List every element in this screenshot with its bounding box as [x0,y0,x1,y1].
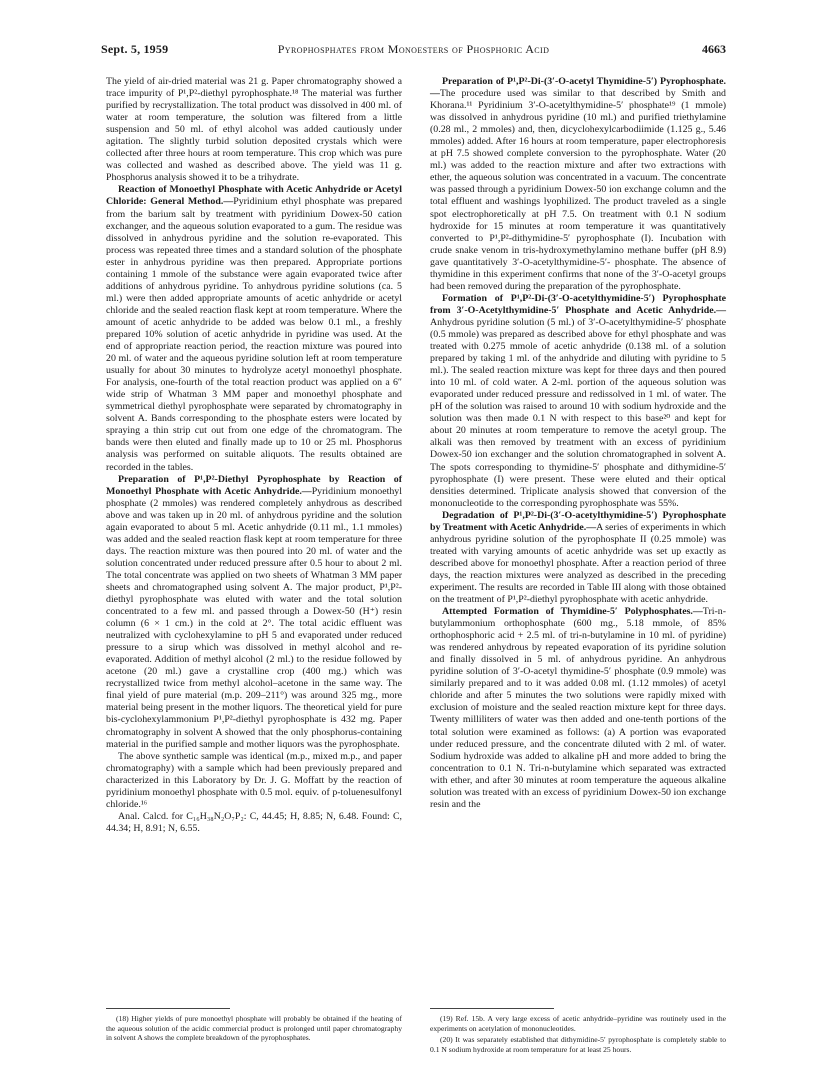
paragraph-formation-from-anhydride: Formation of P¹,P²-Di-(3′-O-acetylthymidine-5′) Pyrophosphate from 3′-O-Acetylthymidine-5′ Phosphate and Acetic Anhydride.—Anhydrous pyridine solution (5 ml.) of 3′-O-acetylthymidine-5′ phosphate (0.5 mmole) was prepared as described above for ethyl phosphate and was treated with 0.275 mmole of acetic anhydride (0.138 ml. of a solution prepared by taking 1 ml. of the anhydride and diluting with pyridine to 5 ml.). The sealed reaction mixture was kept for three days and then poured into 10 ml. of cold water. A 2-ml. portion of the aqueous solution was evaporated under reduced pressure and redissolved in 1 ml. of water. The pH of the solution was raised to around 10 with sodium hydroxide and the solution was then made 0.1 N with respect to this base²⁰ and kept for about 20 minutes at room temperature to remove the acetyl group. The alkali was then removed by treatment with an excess of pyridinium Dowex-50 ion exchanger and the solution chromatographed in solvent A. The spots corresponding to thymidine-5′ phosphate and dithymidine-5′ pyrophosphate (I) were present. These were eluted and their optical densities determined. Triplicate analysis showed that conversion of the mononucleotide to the corresponding pyrophosphate was 55%. [430,292,726,509]
paragraph-general-method: Reaction of Monoethyl Phosphate with Acetic Anhydride or Acetyl Chloride: General Method.—Pyridinium ethyl phosphate was prepared from the barium salt by treatment with pyridinium Dowex-50 cation exchanger, and the aqueous solution evaporated to a gum. The residue was dissolved in anhydrous pyridine and the solution re-evaporated. This process was repeated three times and a standard solution of the phosphate ester in anhydrous pyridine was then prepared. Appropriate portions containing 1 mmole of the substance were again evaporated twice after additions of anhydrous pyridine. To anhydrous pyridine solutions (ca. 5 ml.) were then added appropriate amounts of acetic anhydride or acetyl chloride and the sealed reaction flask kept at room temperature. Where the amount of acetic anhydride to be added was below 0.1 ml., a freshly prepared 10% solution of acetic anhydride in pyridine was used. At the end of appropriate reaction period, the reaction mixture was poured into 20 ml. of water and the aqueous pyridine solution left at room temperature usually for about 30 minutes to hydrolyze acetyl monoethyl phosphate. For analysis, one-fourth of the total reaction product was applied on a 6″ wide strip of Whatman 3 MM paper and monoethyl phosphate and symmetrical diethyl pyrophosphate were separated by chromatography in solvent A. Bands corresponding to the phosphate esters were located by spraying a thin strip cut out from one edge of the chromatogram. The bands were then eluted and finally made up to 10 or 25 ml. Phosphorus analysis was performed on suitable aliquots. The results obtained are recorded in the tables. [106,184,403,473]
running-head [101,42,726,60]
footnotes-left [106,1004,402,1045]
paragraph-recrystallization: The yield of air-dried material was 21 g. Paper chromatography showed a trace impurity of P¹,P²-diethyl pyrophosphate.¹⁸ The material was further purified by recrystallization. The total product was dissolved in 400 ml. of water at room temperature, the solution was filtered from a little suspension and 50 ml. of ethyl alcohol was added cautiously under agitation. The slightly turbid solution deposited crystals which were collected after three hours at room temperature. This crop which was pure was collected and washed as described above. The yield was 11 g. Phosphorus analysis showed it to be a trihydrate. [106,76,402,184]
paragraph-acetyl-thymidine-pyrophosphate: Preparation of P¹,P²-Di-(3′-O-acetyl Thymidine-5′) Pyrophosphate.—The procedure used was similar to that described by Smith and Khorana.¹¹ Pyridinium 3′-O-acetylthymidine-5′ phosphate¹⁹ (1 mmole) was dissolved in anhydrous pyridine (10 ml.) and purified triethylamine (0.28 ml., 2 mmoles) and, then, dicyclohexylcarbodiimide (1.125 g., 5.46 mmoles) added. After 16 hours at room temperature, paper electrophoresis at pH 7.5 showed complete conversion to the pyrophosphate. Water (20 ml.) was added to the reaction mixture and after two extractions with ether, the aqueous solution was concentrated in a vacuum. The concentrate was passed through a pyridinium Dowex-50 ion exchange column and the total effluent and washings lyophilized. The product traveled as a single spot electrophoretically at pH 7.5. On treatment with 0.1 N sodium hydroxide for 15 minutes at room temperature it was quantitatively converted to P¹,P²-dithymidine-5′ pyrophosphate (I). Incubation with crude snake venom in tris-hydroxymethylamino methane buffer (pH 8.9) gave quantitatively 3′-O-acetylthymidine-5′- phosphate. The absence of thymidine in this experiment confirms that none of the 3′-O-acetyl groups had been removed during the preparation of the pyrophosphate. [430,76,726,292]
left-column [106,76,402,835]
footnotes-right [430,1004,726,1057]
issue-date: Sept. 5, 1959 [101,42,169,56]
page-number: 4663 [702,42,726,56]
paragraph-sample-identity: The above synthetic sample was identical (m.p., mixed m.p., and paper chromatography) with a sample which had been previously prepared and characterized in this Laboratory by Dr. J. G. Moffatt by the reaction of pyridinium monoethyl phosphate with 0.5 mol. equiv. of p-toluenesulfonyl chloride.¹⁶ [106,750,402,810]
paragraph-polyphosphates: Attempted Formation of Thymidine-5′ Polyphosphates.—Tri-n-butylammonium orthophosphate (600 mg., 5.18 mmole, of 85% orthophosphoric acid + 2.5 ml. of tri-n-butylamine in 10 ml. of pyridine) was rendered anhydrous by repeated evaporation of its pyridine solution and finally dissolved in 5 ml. of anhydrous pyridine. An anhydrous pyridine solution of 3′-O-acetyl thymidine-5′ phosphate (0.9 mmole) was similarly prepared and to it was added 0.08 ml. (1.12 mmoles) of acetyl chloride and after 5 minutes the two solutions were rapidly mixed with exclusion of moisture and the sealed reaction mixture kept for three days. Twenty milliliters of water was then added and one-tenth portions of the total solution were examined as follows: (a) A portion was evaporated under reduced pressure, and the concentrate diluted with 2 ml. of water. Sodium hydroxide was added to alkaline pH and more added to bring the concentration to 0.1 N. Tri-n-butylamine which separated was extracted with ether, and after 30 minutes at room temperature the aqueous alkaline solution was treated with an excess of pyridinium Dowex-50 ion exchange resin and the [430,606,726,810]
footnote-19: (19) Ref. 15b. A very large excess of acetic anhydride–pyridine was routinely used in the experiments on acetylation of mononucleotides. [430,1014,726,1033]
footnote-20: (20) It was separately established that dithymidine-5′ pyrophosphate is completely stable to 0.1 N sodium hydroxide at room temperature for at least 25 hours. [430,1035,726,1055]
right-column [430,76,726,811]
paragraph-degradation: Degradation of P¹,P²-Di-(3′-O-acetylthymidine-5′) Pyrophosphate by Treatment with Acetic Anhydride.—A series of experiments in which anhydrous pyridine solution of the pyrophosphate II (0.25 mmole) was treated with varying amounts of acetic anhydride was set up exactly as described above for monoethyl phosphate. After a reaction period of three days, the reaction mixtures were analyzed as described in the preceding experiment. The results are recorded in Table III along with those obtained on the treatment of P¹,P²-diethyl pyrophosphate with acetic anhydride. [430,509,726,606]
footnote-18: (18) Higher yields of pure monoethyl phosphate will probably be obtained if the heating of the aqueous solution of the acidic commercial product is prolonged until paper chromatography in solvent A shows the complete breakdown of the pyrophosphates. [106,1014,402,1043]
footnote-rule [430,1008,554,1009]
footnote-rule [106,1008,230,1009]
running-title: Pyrophosphates from Monoesters of Phosphoric Acid [277,42,550,56]
paragraph-analysis: Anal. Calcd. for C₁₆H₃₈N₂O₇P₂: C, 44.45; H, 8.85; N, 6.48. Found: C, 44.34; H, 8.91; N, 6.55. [106,810,402,834]
paragraph-diethyl-pyrophosphate-prep: Preparation of P¹,P²-Diethyl Pyrophosphate by Reaction of Monoethyl Phosphate with Acetic Anhydride.—Pyridinium monoethyl phosphate (2 mmoles) was rendered completely anhydrous as described above and was taken up in 20 ml. of anhydrous pyridine and the solution again evaporated to about 5 ml. Acetic anhydride (0.11 ml., 1.1 mmoles) was added and the sealed reaction flask kept at room temperature for three days. The reaction mixture was then poured into 20 ml. of water and the solution concentrated under reduced pressure after 0.5 hour to about 2 ml. The total concentrate was applied on two sheets of Whatman 3 MM paper sheets and chromatographed using solvent A. The major product, P¹,P²-diethyl pyrophosphate was eluted with water and the total solution concentrated to a few ml. and passed through a Dowex-50 (H⁺) resin column (6 × 1 cm.) in the cold at 2°. The total acidic effluent was neutralized with cyclohexylamine to pH 5 and evaporated under reduced pressure to a sirup which was dissolved in methyl alcohol and re-evaporated. Addition of methyl alcohol (2 ml.) to the residue followed by acetone (20 ml.) gave a crystalline crop (400 mg.) which was recrystallized twice from methyl alcohol–acetone in the same way. The final yield of pure material (m.p. 209–211°) was around 325 mg., more material being present in the mother liquors. The theoretical yield for pure bis-cyclohexylammonium P¹,P²-diethyl pyrophosphate is 432 mg. Paper chromatography in solvent A showed that the only phosphorus-containing material in the purified sample and mother liquors was the pyrophosphate. [106,473,402,750]
